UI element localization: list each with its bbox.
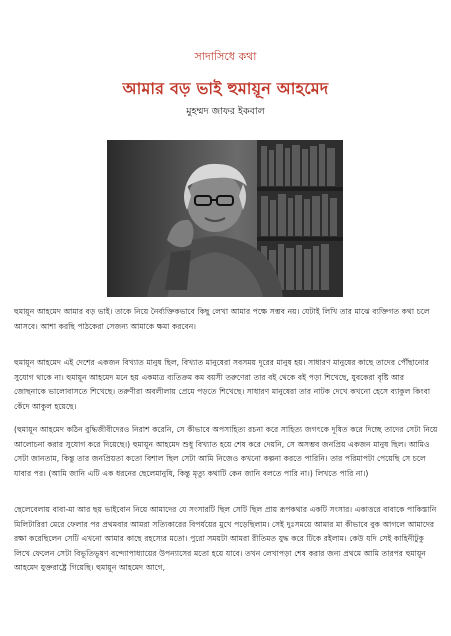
author-photo: [107, 140, 343, 297]
column-label: সাদাসিধে কথা: [194, 50, 257, 63]
article-title: আমার বড় ভাই হুমায়ূন আহমেদ: [122, 79, 329, 98]
paragraph: ছেলেবেলায় বাবা-মা আর ছয় ভাইবোন নিয়ে আমাদের যে সংসারটি ছিল সেটি ছিল প্রায় রূপকথার একটি সংসার। একাত্তরে বাবাকে পাকিস্তানি মিলিটারিরা মেরে ফেলার পর প্রথমবার আমরা সত্যিকারের বিপর্যয়ের মুখে পড়েছিলাম। সেই দুঃসময়ে আমার মা কীভাবে বুক আগলে আমাদের রক্ষা করেছিলেন সেটি এখনো আমার কাছে রহস্যের মতো। পুরো সময়টা আমরা রীতিমত যুদ্ধ করে টিকে রইলাম। কেউ যদি সেই কাহিনীটুকু লিখে ফেলেন সেটা বিভূতিভূষণ বন্দ্যোপাধ্যায়ের উপন্যাসের মতো হয়ে যাবে। তখন লেখাপড়া শেষ করার জন্য প্রথমে আমি তারপর হুমায়ূন আহমেদ যুক্তরাষ্ট্রে গিয়েছি। হুমায়ূন আহমেদ আগে,: [14, 505, 437, 573]
author-byline: মুহম্মদ জাফর ইকবাল: [186, 106, 265, 117]
paragraph: হুমায়ূন আহমেদ এই দেশের একজন বিখ্যাত মানুষ ছিল, বিখ্যাত মানুষেরা সবসময় দূরের মানুষ হয়। সাধারণ মানুষের কাছে তাদের পৌঁছানোর সুযোগ থাকে না। হুমায়ূন আহমেদ মনে হয় একমাত্র ব্যতিক্রম কম বয়সী তরুণেরা তার বই থেকে বই পড়া শিখেছে, যুবকেরা বৃষ্টি আর জোছনাকে ভালোবাসতে শিখেছে। তরুণীরা অবলীলায় প্রেমে পড়তে শিখেছে। সাধারণ মানুষেরা তার নাটক দেখে কখনো হেসে ব্যাকুল কিংবা কেঁদে আকুল হয়েছে।: [14, 358, 431, 411]
paragraph: (হুমায়ূন আহমেদ কঠিন বুদ্ধিজীবীদেরও নিরাশ করেনি, সে কীভাবে অপসাহিত্য রচনা করে সাহিত্য জগৎকে দূষিত করে দিচ্ছে তাদের সেটা নিয়ে আলোচনা করার সুযোগ করে দিয়েছে।) হুমায়ূন আহমেদ শুধু বিখ্যাত হয়ে শেষ করে দেয়নি, সে অসম্ভব জনপ্রিয় একজন মানুষ ছিল। আমিও সেটা জানতাম, কিন্তু তার জনপ্রিয়তা কতো বিশাল ছিল সেটা আমি নিজেও কখনো কল্পনা করতে পারিনি। তার পরিমাপটা পেয়েছি সে চলে যাবার পর। (আমি জানি এটি এক ধরনের ছেলেমানুষি, কিন্তু মৃত্যু কথাটি কেন জানি বলতে পারি না।) লিখতে পারি না।): [14, 425, 438, 478]
paragraph: হুমায়ূন আহমেদ আমার বড় ভাই। তাকে নিয়ে নৈর্ব্যক্তিকভাবে কিছু লেখা আমার পক্ষে সম্ভব নয়। যেটাই লিখি তার মাঝে ব্যক্তিগত কথা চলে আসবে। আশা করছি পাঠকেরা সেজন্য আমাকে ক্ষমা করবেন।: [14, 307, 430, 331]
